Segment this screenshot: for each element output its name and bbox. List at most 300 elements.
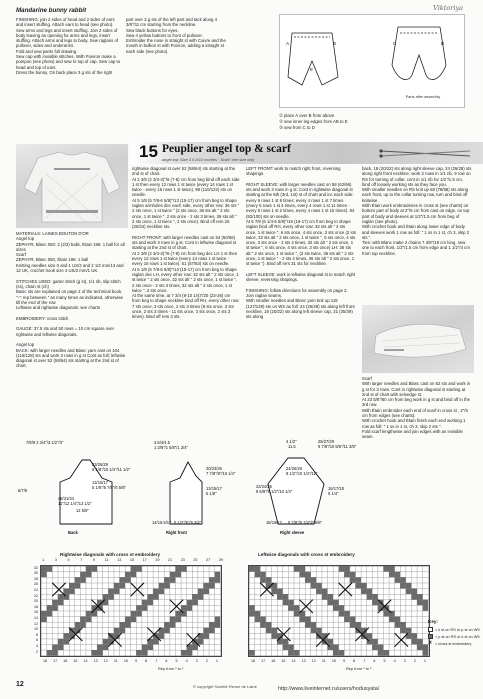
chart-stitch-number: 21 — [168, 558, 173, 562]
chart-stitch-number: 3 — [403, 659, 406, 663]
purl-stitch-cell — [411, 588, 417, 594]
purl-stitch-cell — [277, 588, 283, 594]
chart-row-number: 8 — [36, 632, 38, 637]
chart-row-number: 32 — [34, 565, 38, 570]
purl-stitch-cell — [80, 577, 86, 583]
purl-stitch-cell — [266, 628, 272, 634]
purl-stitch-cell — [153, 639, 159, 645]
purl-stitch-cell — [215, 572, 221, 578]
purl-stitch-cell — [271, 633, 277, 639]
purl-stitch-cell — [406, 588, 412, 594]
purl-stitch-cell — [344, 616, 350, 622]
cross-stitch-mark — [131, 583, 144, 596]
purl-stitch-cell — [361, 583, 367, 589]
chart-row-number: 4 — [36, 643, 38, 648]
purl-stitch-cell — [277, 594, 283, 600]
purl-stitch-cell — [170, 622, 176, 628]
front-measure-3: 7 7/8"/9"/10 1/4" — [206, 471, 236, 476]
watermark: http://www.liveinternet.ru/users/hodusyata/ — [278, 686, 380, 692]
purl-stitch-cell — [69, 588, 75, 594]
purl-stitch-cell — [159, 583, 165, 589]
purl-stitch-cell — [97, 644, 103, 650]
purl-stitch-cell — [305, 572, 311, 578]
purl-stitch-cell — [417, 594, 423, 600]
purl-stitch-cell — [411, 594, 417, 600]
purl-stitch-cell — [311, 583, 317, 589]
purl-stitch-cell — [136, 605, 142, 611]
back-measure-8: 12 5/8" — [76, 508, 89, 513]
chart-stitch-number: 25 — [193, 558, 198, 562]
purl-stitch-cell — [181, 650, 187, 656]
purl-stitch-cell — [249, 650, 255, 656]
purl-stitch-cell — [131, 616, 137, 622]
purl-stitch-cell — [350, 572, 356, 578]
chart-row-number: 28 — [34, 576, 38, 581]
purl-stitch-cell — [114, 583, 120, 589]
purl-stitch-cell — [125, 577, 131, 583]
chart-row-number: 24 — [34, 587, 38, 592]
purl-stitch-cell — [187, 600, 193, 606]
purl-stitch-cell — [187, 650, 193, 656]
purl-stitch-cell — [395, 577, 401, 583]
key-item-knit: = k st on RS or p st on WS — [428, 626, 482, 633]
sleeve-measure-5: 8 5/8"/9 1/2"/10 1/4" — [256, 489, 293, 494]
svg-text:E: E — [310, 67, 314, 72]
back-label: Back — [68, 530, 78, 535]
purl-stitch-cell — [75, 583, 81, 589]
rightwise-diagonal-chart — [40, 565, 222, 657]
cross-stitch-mark — [395, 633, 408, 646]
purl-stitch-cell — [80, 622, 86, 628]
purl-stitch-cell — [198, 588, 204, 594]
purl-stitch-cell — [423, 650, 429, 656]
scarf-instructions: Scarf With larger needles and Blanc cast on 62 sts and work in g st for 3 rows. Cont in rightwise diagonal st starting at 2nd st of chart with selvedge st. At 23 5/8"/60 cm from beg work in g st and bind off in the 3rd row. With Étain embroider each end of scarf in cross st , 2"/5 cm from edges (see charts). With crochet hook and Étain finish each end working 1 row as foll: " 1 ss in 1 st, ch 3, skip 2 sts ". Fold scarf lengthwise and join edges with an invisible seam. — [362, 376, 471, 440]
purl-stitch-cell — [266, 577, 272, 583]
purl-stitch-cell — [47, 650, 53, 656]
purl-stitch-cell — [305, 577, 311, 583]
chart-stitch-number: 13 — [117, 558, 122, 562]
chart-key — [428, 626, 482, 647]
chart-stitch-number: 17 — [53, 659, 58, 663]
purl-stitch-cell — [58, 600, 64, 606]
purl-stitch-cell — [52, 650, 58, 656]
purl-stitch-cell — [209, 628, 215, 634]
purl-stitch-cell — [367, 594, 373, 600]
copyright: © copyright Société Revue de Laine — [193, 684, 257, 689]
purl-stitch-cell — [142, 644, 148, 650]
angel-top-photo — [16, 144, 128, 228]
purl-stitch-cell — [378, 650, 384, 656]
purl-stitch-cell — [316, 628, 322, 634]
purl-stitch-cell — [305, 622, 311, 628]
purl-stitch-cell — [355, 622, 361, 628]
leftwise-chart-title: Leftwise diagonals with cross st embroidery — [258, 552, 355, 557]
sleeve-measure-1: 11.5 — [288, 444, 296, 449]
purl-stitch-cell — [41, 611, 47, 617]
purl-stitch-cell — [316, 583, 322, 589]
purl-stitch-cell — [350, 577, 356, 583]
purl-stitch-cell — [350, 622, 356, 628]
cross-stitch-icon: ✕ — [428, 640, 433, 646]
purl-stitch-cell — [47, 605, 53, 611]
svg-text:A: A — [286, 41, 290, 46]
chart-stitch-number: 2 — [413, 659, 416, 663]
rightwise-chart-row-numbers — [28, 565, 38, 657]
purl-stitch-cell — [322, 588, 328, 594]
sleeve-measure-9: 6 1/4" — [328, 491, 339, 496]
chart-stitch-number: 9 — [343, 659, 346, 663]
purl-stitch-cell — [80, 616, 86, 622]
purl-stitch-cell — [400, 622, 406, 628]
back-measure-5: 28/31/34 — [58, 496, 74, 501]
purl-stitch-cell — [147, 644, 153, 650]
chart-stitch-number: 13 — [301, 659, 306, 663]
chart-row-number: 12 — [34, 621, 38, 626]
chart-stitch-number: 6 — [373, 659, 376, 663]
chart-stitch-number: 3 — [54, 558, 57, 562]
purl-stitch-cell — [131, 572, 137, 578]
sleeve-measure-11: 5 7/8"/6 1/4"/6 5/8" — [288, 520, 322, 525]
purl-stitch-cell — [395, 622, 401, 628]
purl-stitch-cell — [400, 583, 406, 589]
back-measure-4: 5 1/8"/5 7/8"/6 5/8" — [92, 485, 126, 490]
purl-stitch-cell — [147, 594, 153, 600]
purl-stitch-cell — [299, 572, 305, 578]
rightwise-chart-title: Rightwise diagonals with cross st embroidery — [60, 552, 161, 557]
purl-stitch-cell — [80, 572, 86, 578]
chart-stitch-number: 7 — [155, 659, 158, 663]
purl-stitch-cell — [91, 650, 97, 656]
chart-stitch-number: 27 — [206, 558, 211, 562]
purl-stitch-cell — [311, 577, 317, 583]
purl-stitch-cell — [255, 611, 261, 617]
purl-stitch-cell — [383, 566, 389, 572]
purl-stitch-cell — [316, 588, 322, 594]
chart-stitch-number: 15 — [281, 659, 286, 663]
purl-stitch-cell — [260, 616, 266, 622]
purl-stitch-cell — [159, 588, 165, 594]
purl-stitch-cell — [417, 600, 423, 606]
chart-row-number: 10 — [34, 627, 38, 632]
purl-stitch-cell — [333, 600, 339, 606]
purl-stitch-cell — [91, 566, 97, 572]
purl-stitch-cell — [260, 572, 266, 578]
purl-stitch-cell — [344, 611, 350, 617]
purl-stitch-cell — [125, 616, 131, 622]
purl-stitch-cell — [327, 594, 333, 600]
back-front-column: rightwise diagonal st over 52 (58/64) sts starting at the 2nd st of chart. At 2 3/8 (2 3/4-3)"/6 (7-8) cm from beg bind off each side 1 st then every 12 rows 1 st twice (every 14 rows 1 st twice - every 16 rows 1 st twice), 98 (110/122) sts on needle. At 5 1/8 (5 7/8-6 5/8)"/13 (15-17) cm from beg to shape raglan armholes dec each side, every other row: 36 sts " 2 sts once, 1 st twice " (2 sts once, 36 sts alt " 2 sts once, 1 st twice ", 2 sts once - 2 sts 3 times, 36 sts alt " 2 sts once, 1 st twice ", 2 sts once). Bind off rem 26 (30/34) neckline sts. RIGHT FRONT: with larger needles cast on 54 (60/66) sts and work 3 rows in g st. Cont in leftwise diagonal st starting at the 2nd st of chart. At 2 3/8 (2 3/4-3)"/6 (7-8) cm from beg dec LH 1 st then every 12 rows 1 st twice (every 14 rows 1 st twice - every 16 rows 1 st twice). 51 (57/63) sts on needle. At 5 1/8 (5 7/8-6 5/8)"/13 (15-17) cm from beg to shape raglan dec LH, every other row: 32 sts alt " 2 sts once, 1 st twice " 2 sts once, 32 sts alt " 2 sts once, 1 st twice ", 2 sts once - 2 sts 3 times, 32 sts alt " 2 sts once, 1 st twice ", 2 sts once. At the same time, at 7 3/4 (9-10 1/4)"/20 (23-26) cm from beg to shape neckline bind off RH, every other row: 7 sts once, 3 sts once, 2 sts 3 times (8 sts once, 3 sts once, 2 sts 3 times - 11 sts once, 3 sts once, 2 sts 3 times). Bind off rem 3 sts. — [132, 166, 240, 320]
purl-stitch-cell — [389, 616, 395, 622]
purl-stitch-cell — [119, 583, 125, 589]
purl-stitch-cell — [400, 577, 406, 583]
purl-stitch-cell — [203, 628, 209, 634]
purl-stitch-cell — [372, 594, 378, 600]
purl-stitch-cell — [114, 628, 120, 634]
chart-stitch-number: 16 — [271, 659, 276, 663]
purl-stitch-cell — [266, 622, 272, 628]
purl-stitch-cell — [52, 600, 58, 606]
purl-stitch-cell — [423, 600, 429, 606]
chart-stitch-number: 16 — [63, 659, 68, 663]
purl-stitch-cell — [147, 600, 153, 606]
purl-stitch-cell — [52, 644, 58, 650]
purl-stitch-cell — [69, 583, 75, 589]
chart-stitch-number: 1 — [215, 659, 218, 663]
chart-stitch-number: 10 — [123, 659, 128, 663]
purl-stitch-cell — [372, 600, 378, 606]
purl-stitch-cell — [417, 644, 423, 650]
purl-stitch-cell — [383, 611, 389, 617]
purl-stitch-cell — [389, 566, 395, 572]
purl-stitch-cell — [367, 633, 373, 639]
purl-stitch-cell — [372, 639, 378, 645]
legend-item-1: ① place A over B from above — [279, 113, 335, 118]
purl-stitch-cell — [283, 639, 289, 645]
purl-stitch-cell — [41, 616, 47, 622]
purl-stitch-cell — [198, 594, 204, 600]
purl-stitch-cell — [215, 616, 221, 622]
purl-stitch-cell — [153, 588, 159, 594]
purl-stitch-cell — [411, 639, 417, 645]
chart-stitch-number: 17 — [261, 659, 266, 663]
chart-stitch-number: 18 — [43, 659, 48, 663]
chart-stitch-number: 12 — [311, 659, 316, 663]
purl-stitch-cell — [361, 588, 367, 594]
chart-row-number: 30 — [34, 571, 38, 576]
front-measure-7: 5 1/2"/6"/6 3/4" — [174, 520, 202, 525]
purl-stitch-cell — [97, 650, 103, 656]
bunny-instructions-col2: part over 3 g sts of the left part and tack along 4 3/8"/11 cm starting from the neckline. Sew black buttons for eyes. Sew 4 yellow buttons to front of pullover. Embroider the nose in straight st with Cuivre and the mouth in bullion st with Poivron, adding a straight st each side (see photo). — [126, 17, 226, 54]
purl-stitch-cell — [355, 583, 361, 589]
materials-column: MATERIALS: LAINES BOUTON D'OR Angel top ZEPHYR, Blanc 050: 2 (2/3) balls, Étain 196: 1 ball for all sizes Scarf ZEPHYR, Blanc 050, Étain 196: 1 ball Knitting needles size 0 and 1 US/2 and 2 1/2 mm/13 and 12 UK, crochet hook size 4 US/2 mm/1 UK. STITCHES USED: garter stitch (g st), 1/1 rib, slip stitch (ss), chain st (ch) Basic sts are explained on page 2 of the technical book. "-": rep between " as many times as indicated, otherwise till the end of the row Leftwise and rightwise diagonals: see charts EMBROIDERY: cross stitch GAUGE: 37.5 sts and 50 rows = 10 cm square over rightwise and leftwise diagonals. Angel top BACK: with larger needles and Blanc yarn cast on 104 (116/128) sts and work 3 rows in g st Cont as foll: leftwise diagonal st over 52 (58/64) sts starting at the 2nd st of chart, — [16, 231, 126, 369]
purl-stitch-cell — [63, 633, 69, 639]
purl-stitch-cell — [209, 583, 215, 589]
purl-stitch-cell — [103, 644, 109, 650]
purl-stitch-cell — [203, 633, 209, 639]
purl-stitch-cell — [327, 600, 333, 606]
chart-stitch-number: 8 — [145, 659, 148, 663]
chart-stitch-number: 12 — [103, 659, 108, 663]
sleeve-measure-2: 25/27/29 — [318, 439, 334, 444]
purl-stitch-cell — [215, 622, 221, 628]
purl-stitch-cell — [322, 594, 328, 600]
purl-stitch-cell — [288, 605, 294, 611]
leftwise-diagonal-chart — [248, 565, 430, 657]
sleeve-measure-10: 15/16/17 — [266, 520, 282, 525]
back-measure-6: 11"/12 1/4"/13 1/2" — [58, 501, 92, 506]
purl-stitch-cell — [136, 566, 142, 572]
chart-stitch-number: 10 — [331, 659, 336, 663]
purl-stitch-cell — [294, 605, 300, 611]
chart-stitch-number: 1 — [423, 659, 426, 663]
purl-stitch-cell — [367, 588, 373, 594]
chart-stitch-number: 5 — [67, 558, 70, 562]
chart-stitch-number: 8 — [353, 659, 356, 663]
purl-stitch-cell — [164, 622, 170, 628]
purl-stitch-cell — [47, 566, 53, 572]
key-item-purl: = p st on RS or k st on WS — [428, 633, 482, 640]
chart-row-number: 14 — [34, 615, 38, 620]
purl-stitch-cell — [271, 628, 277, 634]
front-measure-5: 5 1/8" — [206, 491, 217, 496]
chart-stitch-number: 5 — [175, 659, 178, 663]
leftwise-repeat-note: Rep from * to * — [346, 666, 372, 671]
purl-stitch-cell — [423, 605, 429, 611]
purl-stitch-cell — [333, 650, 339, 656]
chart-stitch-number: 11 — [113, 659, 118, 663]
purl-stitch-cell — [344, 572, 350, 578]
purl-stitch-cell — [142, 650, 148, 656]
knitting-needles-icon — [378, 147, 473, 159]
right-front-label: Right front — [166, 530, 187, 535]
purl-stitch-cell — [249, 611, 255, 617]
chart-row-number: 26 — [34, 582, 38, 587]
purl-stitch-cell — [175, 616, 181, 622]
purl-stitch-cell — [170, 572, 176, 578]
purl-stitch-cell — [108, 588, 114, 594]
chart-row-number: 20 — [34, 599, 38, 604]
purl-stitch-cell — [125, 622, 131, 628]
chart-stitch-number: 5 — [383, 659, 386, 663]
purl-stitch-cell — [164, 583, 170, 589]
purl-stitch-cell — [249, 605, 255, 611]
chart-stitch-number: 13 — [93, 659, 98, 663]
chart-stitch-number: 9 — [135, 659, 138, 663]
purl-stitch-cell — [119, 577, 125, 583]
back-measure-top: 7/8/9 2 3/4"/3 1/2"/3" — [26, 440, 64, 445]
chart-stitch-number: 4 — [393, 659, 396, 663]
chart-stitch-number: 6 — [165, 659, 168, 663]
purl-stitch-cell — [283, 644, 289, 650]
purl-stitch-cell — [136, 611, 142, 617]
front-measure-2: 20/23/26 — [206, 466, 222, 471]
back-measure-3: 13/15/17 — [92, 480, 108, 485]
purl-stitch-cell — [327, 639, 333, 645]
purl-stitch-cell — [406, 628, 412, 634]
purl-stitch-cell — [406, 583, 412, 589]
purl-stitch-cell — [52, 605, 58, 611]
purl-stitch-cell — [203, 588, 209, 594]
chart-stitch-number: 7 — [363, 659, 366, 663]
purl-stitch-cell — [378, 644, 384, 650]
purl-stitch-cell — [47, 611, 53, 617]
chart-stitch-number: 11 — [104, 558, 109, 562]
back-measure-1: 23/26/29 — [92, 462, 108, 467]
chart-row-number: 18 — [34, 604, 38, 609]
sleeve-measure-6: 24/26/28 — [286, 466, 302, 471]
legend-item-3: ③ sew from C to D — [279, 125, 315, 130]
purl-stitch-cell — [187, 605, 193, 611]
purl-stitch-cell — [192, 644, 198, 650]
purl-stitch-cell — [58, 594, 64, 600]
key-item-cross: ✕ = cross st embroidery — [428, 640, 472, 646]
purl-stitch-icon — [428, 634, 433, 639]
front-measure-1: 1 3/8"/1 5/8"/1 3/4" — [154, 445, 188, 450]
purl-stitch-cell — [108, 594, 114, 600]
purl-stitch-cell — [164, 628, 170, 634]
chart-row-number: 2 — [36, 649, 38, 654]
purl-stitch-cell — [333, 605, 339, 611]
purl-stitch-cell — [175, 572, 181, 578]
chart-stitch-number: 11 — [321, 659, 326, 663]
purl-stitch-cell — [41, 572, 47, 578]
purl-stitch-cell — [260, 622, 266, 628]
svg-text:D: D — [441, 41, 445, 46]
right-sleeve-schematic — [264, 450, 328, 526]
front-measure-6: 14/15.5/17 — [152, 520, 172, 525]
purl-stitch-cell — [395, 616, 401, 622]
sleeves-finishing-column: LEFT FRONT: work to match right front, reversing shapings. RIGHT SLEEVE: with larger needles cast on 58 (62/66) sts and work 3 rows in g st. Cont in rightwise diagonal st starting at the 5th (3rd, 1st) st of chart and inc each side: every 6 rows 1 st 8 times; every 4 rows 1 st 7 times (every 6 rows 1 st 4 times, every 4 rows 1 st 11 times - every 6 rows 1 st 2 times, every 4 rows 1 st 15 times). 84 (92/100) sts on needle. At 5 7/8 (6 1/4-6 5/8)"/15 (16-17) cm from beg to shape raglan bind off RH, every other row: 32 sts alt " 2 sts once, 1 st twice ", 6 sts once, 4 sts once, 3 sts once (2 sts twice, 32 sts alt " 2 sts once, 1 st twice ", 6 sts once, 4 sts once, 3 sts once - 2 sts 4 times, 32 sts alt " 2 sts once, 1 st twice ", 6 sts once, 4 sts once, 3 sts once) LH: 36 sts alt " 2 sts once, 1 st twice ", (2 sts twice, 36 sts alt " 2 sts once, 1 st twice " - 2 sts 4 times, 36 sts alt " 2 sts once, 1 st twice "). Bind off rem 31 sts for neckline. LEFT SLEEVE: work in leftwise diagonal st to match right sleeve, reversing shapings. FINISHING: follow directions for assembly on page 2. Join raglan seams. With smaller needles and Blanc yarn knit up 115 (127/139) sts on WS as foll: 24 (26/28) sts along left front neckline, 18 (20/22) sts along left sleeve cap, 31 (35/39) sts along — [246, 166, 356, 320]
purl-stitch-cell — [209, 577, 215, 583]
purl-stitch-cell — [395, 572, 401, 578]
purl-stitch-cell — [131, 566, 137, 572]
chart-stitch-number: 1 — [42, 558, 45, 562]
purl-stitch-cell — [103, 594, 109, 600]
purl-stitch-cell — [311, 622, 317, 628]
purl-stitch-cell — [400, 628, 406, 634]
schematics-panel — [16, 436, 468, 544]
purl-stitch-cell — [170, 577, 176, 583]
leftwise-chart-bottom-numbers — [248, 659, 430, 665]
purl-stitch-cell — [86, 611, 92, 617]
purl-stitch-cell — [299, 616, 305, 622]
purl-stitch-cell — [339, 611, 345, 617]
chart-stitch-number: 4 — [185, 659, 188, 663]
purl-stitch-cell — [159, 633, 165, 639]
purl-stitch-cell — [372, 644, 378, 650]
purl-stitch-cell — [344, 566, 350, 572]
chart-stitch-number: 17 — [142, 558, 147, 562]
sleeve-measure-7: 9 1/2"/10 1/4"/11" — [286, 471, 318, 476]
purl-stitch-cell — [58, 644, 64, 650]
purl-stitch-cell — [288, 644, 294, 650]
purl-stitch-cell — [75, 622, 81, 628]
chart-stitch-number: 9 — [92, 558, 95, 562]
assembly-legend — [279, 113, 439, 131]
pants-diagram — [279, 14, 465, 108]
purl-stitch-cell — [411, 633, 417, 639]
purl-stitch-cell — [136, 650, 142, 656]
purl-stitch-cell — [181, 566, 187, 572]
purl-stitch-cell — [131, 611, 137, 617]
purl-stitch-cell — [114, 588, 120, 594]
purl-stitch-cell — [58, 639, 64, 645]
chart-stitch-number: 19 — [155, 558, 160, 562]
purl-stitch-cell — [215, 577, 221, 583]
chart-stitch-number: 2 — [205, 659, 208, 663]
purl-stitch-cell — [164, 577, 170, 583]
purl-stitch-cell — [255, 616, 261, 622]
chart-stitch-number: 18 — [251, 659, 256, 663]
scarf-photo — [362, 305, 474, 373]
purl-stitch-cell — [383, 650, 389, 656]
chart-stitch-number: 14 — [291, 659, 296, 663]
svg-text:B: B — [333, 41, 337, 46]
purl-stitch-cell — [299, 566, 305, 572]
sleeve-measure-8: 16/17/18 — [328, 486, 344, 491]
right-sleeve-label: Right sleeve — [280, 530, 305, 535]
purl-stitch-cell — [63, 639, 69, 645]
purl-stitch-cell — [209, 622, 215, 628]
right-front-schematic — [166, 454, 206, 526]
chart-row-number: 6 — [36, 638, 38, 643]
section-number: 15 — [139, 142, 158, 161]
purl-stitch-cell — [417, 639, 423, 645]
purl-stitch-cell — [333, 644, 339, 650]
purl-stitch-cell — [294, 611, 300, 617]
bunny-title: Mandarine bunny rabbit — [16, 7, 87, 14]
purl-stitch-cell — [294, 650, 300, 656]
